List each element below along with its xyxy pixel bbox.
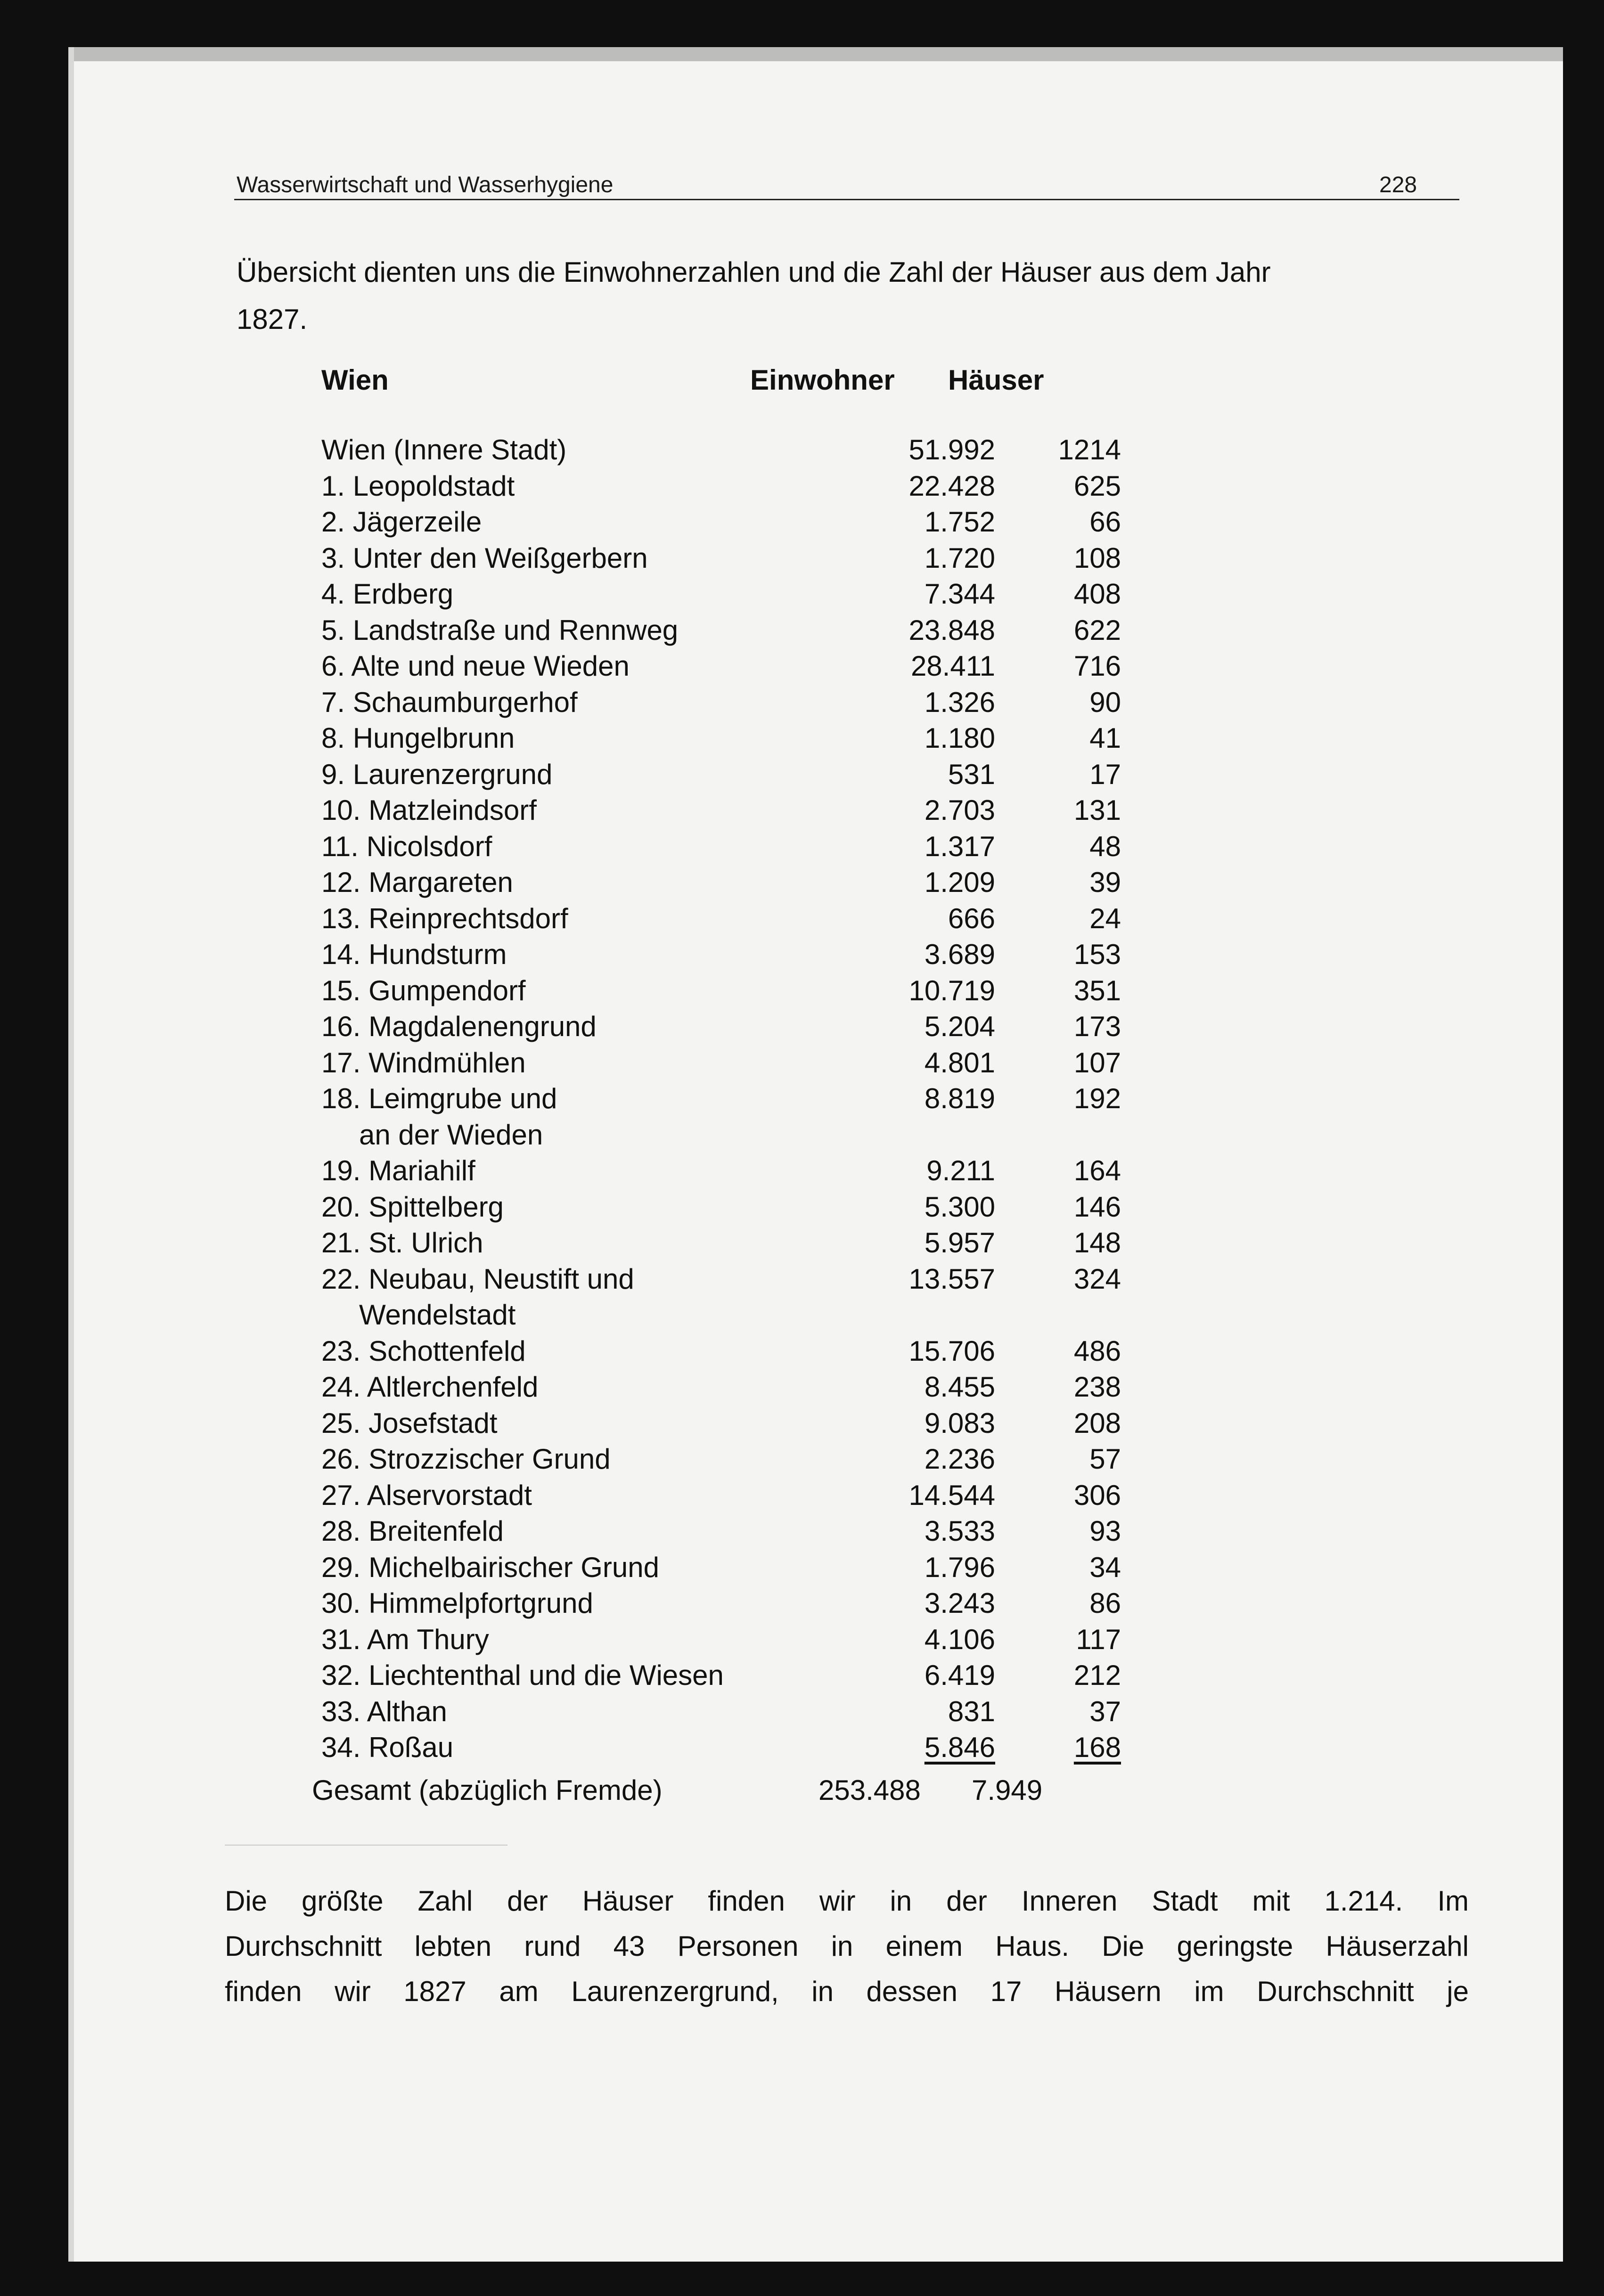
houses-value: 57 [1089,1443,1121,1475]
footnote-rule [225,1845,507,1846]
district-name: 10. Matzleindsorf [321,794,537,826]
district-name: 11. Nicolsdorf [321,830,492,862]
population-value: 9.211 [926,1155,995,1186]
total-houses: 7.949 [972,1774,1043,1806]
population-value: 6.419 [924,1659,995,1691]
district-name: 13. Reinprechtsdorf [321,902,568,934]
district-name: 27. Alservorstadt [321,1479,532,1511]
population-value: 531 [948,758,995,790]
population-value: 3.533 [924,1515,995,1547]
district-name: 26. Strozzischer Grund [321,1443,611,1475]
district-name: 12. Margareten [321,866,513,898]
district-name: 34. Roßau [321,1732,454,1763]
page-top-edge [74,47,1563,61]
houses-value: 173 [1073,1011,1121,1042]
houses-value: 37 [1089,1695,1121,1727]
population-value: 28.411 [910,650,995,682]
total-population: 253.488 [818,1774,921,1806]
houses-value: 34 [1089,1551,1121,1583]
population-value: 1.209 [924,866,995,898]
district-name: 22. Neubau, Neustift und [321,1263,634,1295]
houses-value: 24 [1089,902,1121,934]
population-value: 14.544 [908,1479,995,1511]
population-value: 5.300 [924,1191,995,1223]
houses-value: 86 [1089,1587,1121,1619]
houses-value: 90 [1089,686,1121,718]
houses-value: 17 [1089,758,1121,790]
population-value: 5.957 [924,1227,995,1258]
houses-value: 148 [1073,1227,1121,1258]
district-name-continued: an der Wieden [359,1119,543,1151]
district-name: 16. Magdalenengrund [321,1011,597,1042]
population-value: 666 [948,902,995,934]
running-header-title: Wasserwirtschaft und Wasserhygiene [237,172,614,197]
houses-value: 208 [1073,1407,1121,1439]
houses-value: 108 [1073,542,1121,574]
population-value: 2.236 [924,1443,995,1475]
houses-value: 408 [1073,578,1121,610]
district-name: 24. Altlerchenfeld [321,1371,539,1403]
population-value: 8.455 [924,1371,995,1403]
houses-value: 306 [1073,1479,1121,1511]
district-name: 18. Leimgrube und [321,1083,557,1114]
population-value: 9.083 [924,1407,995,1439]
population-value: 3.243 [924,1587,995,1619]
district-name: 20. Spittelberg [321,1191,504,1223]
district-name: 1. Leopoldstadt [321,470,515,502]
houses-value: 625 [1073,470,1121,502]
houses-value: 212 [1073,1659,1121,1691]
population-value: 4.106 [924,1623,995,1655]
population-value: 8.819 [924,1083,995,1114]
population-value: 831 [948,1695,995,1727]
district-name: 5. Landstraße und Rennweg [321,614,679,646]
population-value: 1.317 [924,830,995,862]
houses-value: 117 [1076,1623,1121,1655]
intro-line-1: Übersicht dienten uns die Einwohnerzahlen und die Zahl der Häuser aus dem Jahr [237,256,1271,288]
houses-value: 131 [1073,794,1121,826]
header-rule [234,199,1459,200]
population-value: 15.706 [908,1335,995,1367]
population-value: 7.344 [924,578,995,610]
intro-line-2: 1827. [237,303,308,335]
population-value: 5.846 [924,1732,995,1763]
district-name: 29. Michelbairischer Grund [321,1551,659,1583]
houses-value: 146 [1073,1191,1121,1223]
houses-value: 164 [1073,1155,1121,1186]
houses-value: 48 [1089,830,1121,862]
population-value: 51.992 [908,434,995,466]
district-name: 17. Windmühlen [321,1046,526,1079]
district-name: 32. Liechtenthal und die Wiesen [321,1659,724,1691]
population-value: 23.848 [908,614,995,646]
district-name: 31. Am Thury [321,1623,489,1655]
closing-paragraph [225,1885,1469,2008]
population-value: 1.796 [924,1551,995,1583]
district-name: 8. Hungelbrunn [321,722,515,754]
district-name: 14. Hundsturm [321,939,507,970]
houses-value: 351 [1073,974,1121,1006]
district-name: 3. Unter den Weißgerbern [321,542,648,574]
population-value: 22.428 [908,470,995,502]
houses-value: 93 [1089,1515,1121,1547]
table-header-district: Wien [321,364,389,396]
table-header-population: Einwohner [750,364,895,396]
district-name: 21. St. Ulrich [321,1227,483,1258]
houses-value: 324 [1073,1263,1121,1295]
houses-value: 716 [1073,650,1121,682]
houses-value: 238 [1073,1371,1121,1403]
population-value: 1.720 [924,542,995,574]
population-value: 1.326 [924,686,995,718]
closing-line-3: finden wir 1827 am Laurenzergrund, in dessen 17 Häusern im Durchschnitt je [225,1976,1469,2007]
population-value: 1.752 [924,506,995,538]
population-value: 5.204 [924,1011,995,1042]
houses-value: 153 [1073,939,1121,970]
houses-value: 622 [1073,614,1121,646]
houses-value: 66 [1089,506,1121,538]
houses-value: 41 [1089,722,1121,754]
district-name: 23. Schottenfeld [321,1335,526,1367]
district-name: 33. Althan [321,1695,447,1727]
population-value: 3.689 [924,939,995,970]
total-label: Gesamt (abzüglich Fremde) [312,1774,663,1806]
district-name: 15. Gumpendorf [321,974,526,1006]
houses-value: 192 [1073,1083,1121,1114]
district-name-continued: Wendelstadt [359,1299,516,1331]
closing-line-2: Durchschnitt lebten rund 43 Personen in einem Haus. Die geringste Häuserzahl [225,1930,1469,1962]
table-header-houses: Häuser [948,364,1044,396]
district-name: 19. Mariahilf [321,1155,475,1186]
houses-value: 1214 [1058,434,1121,466]
district-name: Wien (Innere Stadt) [321,434,567,466]
district-name: 4. Erdberg [321,578,454,610]
population-value: 13.557 [908,1263,995,1295]
population-value: 1.180 [924,722,995,754]
district-name: 2. Jägerzeile [321,506,482,538]
houses-value: 486 [1073,1335,1121,1367]
district-name: 30. Himmelpfortgrund [321,1587,593,1619]
houses-value: 168 [1073,1732,1121,1763]
page-number: 228 [1379,172,1417,197]
houses-value: 107 [1073,1046,1121,1079]
houses-value: 39 [1089,866,1121,898]
district-name: 9. Laurenzergrund [321,758,553,790]
closing-line-1: Die größte Zahl der Häuser finden wir in der Inneren Stadt mit 1.214. Im [225,1885,1469,1917]
population-value: 10.719 [908,974,995,1006]
population-value: 2.703 [924,794,995,826]
book-page [68,47,1563,2262]
population-value: 4.801 [924,1046,995,1079]
district-name: 6. Alte und neue Wieden [321,650,630,682]
district-name: 25. Josefstadt [321,1407,498,1439]
district-name: 28. Breitenfeld [321,1515,504,1547]
district-name: 7. Schaumburgerhof [321,686,578,718]
